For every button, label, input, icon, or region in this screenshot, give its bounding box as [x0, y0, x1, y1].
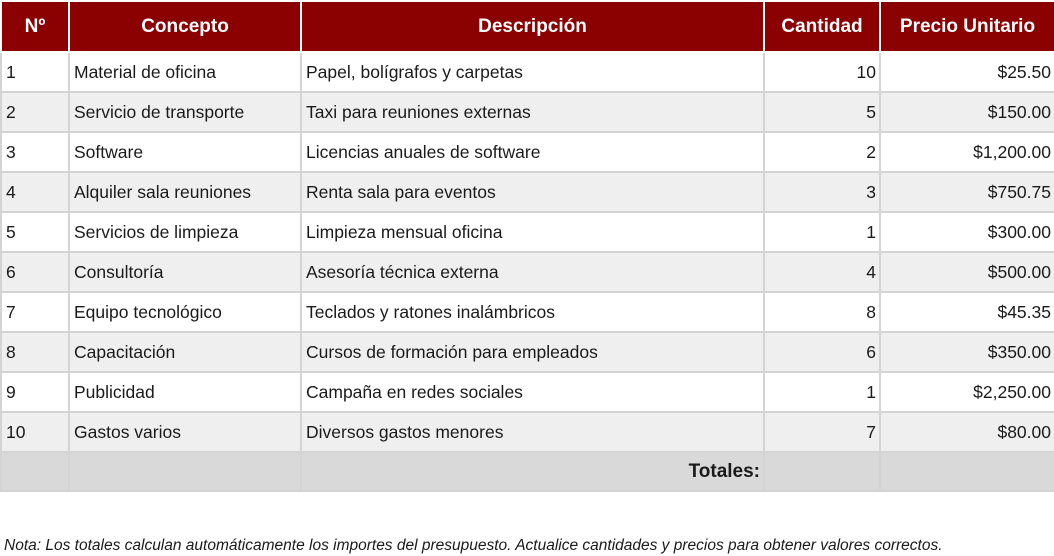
cell-number[interactable]: 8	[1, 332, 69, 372]
header-number[interactable]: Nº	[1, 1, 69, 52]
table-row	[1, 92, 1054, 132]
cell-unit-price[interactable]: $1,200.00	[880, 132, 1054, 172]
cell-concept[interactable]: Equipo tecnológico	[69, 292, 301, 332]
header-quantity[interactable]: Cantidad	[764, 1, 880, 52]
cell-concept[interactable]: Gastos varios	[69, 412, 301, 452]
cell-concept[interactable]: Consultoría	[69, 252, 301, 292]
cell-concept[interactable]: Material de oficina	[69, 52, 301, 92]
cell-number[interactable]: 4	[1, 172, 69, 212]
cell-unit-price[interactable]: $300.00	[880, 212, 1054, 252]
cell-unit-price[interactable]: $750.75	[880, 172, 1054, 212]
cell-quantity[interactable]: 1	[764, 372, 880, 412]
cell-description[interactable]: Diversos gastos menores	[301, 412, 764, 452]
cell-concept[interactable]: Servicio de transporte	[69, 92, 301, 132]
cell-unit-price[interactable]: $25.50	[880, 52, 1054, 92]
totals-empty-cell[interactable]	[1, 452, 69, 491]
cell-concept[interactable]: Publicidad	[69, 372, 301, 412]
cell-quantity[interactable]: 1	[764, 212, 880, 252]
header-row	[1, 1, 1054, 52]
cell-number[interactable]: 7	[1, 292, 69, 332]
cell-description[interactable]: Papel, bolígrafos y carpetas	[301, 52, 764, 92]
totals-empty-cell[interactable]	[69, 452, 301, 491]
cell-quantity[interactable]: 8	[764, 292, 880, 332]
table-row	[1, 292, 1054, 332]
cell-quantity[interactable]: 10	[764, 52, 880, 92]
cell-unit-price[interactable]: $150.00	[880, 92, 1054, 132]
cell-number[interactable]: 5	[1, 212, 69, 252]
cell-description[interactable]: Teclados y ratones inalámbricos	[301, 292, 764, 332]
cell-description[interactable]: Limpieza mensual oficina	[301, 212, 764, 252]
cell-description[interactable]: Asesoría técnica externa	[301, 252, 764, 292]
table-row	[1, 172, 1054, 212]
cell-quantity[interactable]: 4	[764, 252, 880, 292]
footnote: Nota: Los totales calculan automáticamente los importes del presupuesto. Actualice cantidades y precios para obtener valores correctos.	[4, 537, 943, 554]
cell-number[interactable]: 1	[1, 52, 69, 92]
cell-concept[interactable]: Software	[69, 132, 301, 172]
cell-description[interactable]: Campaña en redes sociales	[301, 372, 764, 412]
cell-description[interactable]: Renta sala para eventos	[301, 172, 764, 212]
table-row	[1, 332, 1054, 372]
cell-unit-price[interactable]: $80.00	[880, 412, 1054, 452]
cell-unit-price[interactable]: $2,250.00	[880, 372, 1054, 412]
cell-quantity[interactable]: 2	[764, 132, 880, 172]
cell-unit-price[interactable]: $500.00	[880, 252, 1054, 292]
totals-quantity-cell[interactable]	[764, 452, 880, 491]
table-row	[1, 52, 1054, 92]
totals-price-cell[interactable]	[880, 452, 1054, 491]
totals-label[interactable]: Totales:	[301, 452, 764, 491]
cell-concept[interactable]: Servicios de limpieza	[69, 212, 301, 252]
header-unit-price[interactable]: Precio Unitario	[880, 1, 1054, 52]
cell-concept[interactable]: Alquiler sala reuniones	[69, 172, 301, 212]
cell-description[interactable]: Licencias anuales de software	[301, 132, 764, 172]
cell-number[interactable]: 6	[1, 252, 69, 292]
totals-row	[1, 452, 1054, 491]
cell-quantity[interactable]: 6	[764, 332, 880, 372]
table-row	[1, 372, 1054, 412]
cell-number[interactable]: 3	[1, 132, 69, 172]
table-row	[1, 252, 1054, 292]
cell-number[interactable]: 10	[1, 412, 69, 452]
header-description[interactable]: Descripción	[301, 1, 764, 52]
cell-concept[interactable]: Capacitación	[69, 332, 301, 372]
cell-quantity[interactable]: 5	[764, 92, 880, 132]
cell-number[interactable]: 9	[1, 372, 69, 412]
cell-unit-price[interactable]: $350.00	[880, 332, 1054, 372]
table-row	[1, 212, 1054, 252]
cell-quantity[interactable]: 7	[764, 412, 880, 452]
table-row	[1, 412, 1054, 452]
cell-number[interactable]: 2	[1, 92, 69, 132]
cell-description[interactable]: Taxi para reuniones externas	[301, 92, 764, 132]
cell-quantity[interactable]: 3	[764, 172, 880, 212]
cell-description[interactable]: Cursos de formación para empleados	[301, 332, 764, 372]
cell-unit-price[interactable]: $45.35	[880, 292, 1054, 332]
header-concept[interactable]: Concepto	[69, 1, 301, 52]
table-row	[1, 132, 1054, 172]
